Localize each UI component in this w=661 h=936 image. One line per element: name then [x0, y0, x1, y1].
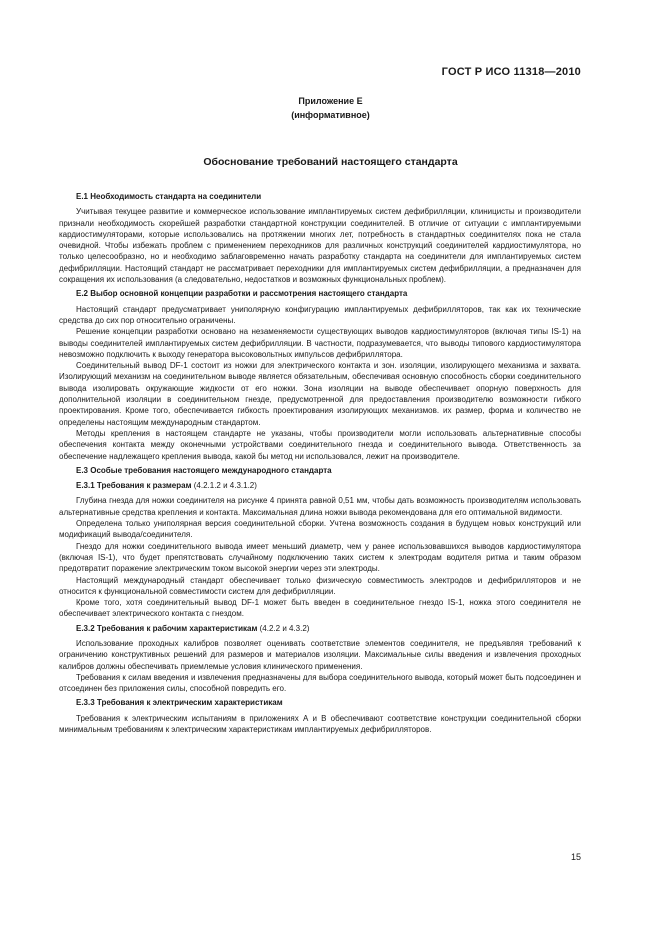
paragraph: Определена только униполярная версия соединительной сборки. Учтена возможность создания в будущем новых конструкций или модификаций вывода/соединителя. [59, 519, 581, 540]
paragraph: Настоящий международный стандарт обеспечивает только физическую совместимость электродов и дефибрилляторов и не относится к функциональной совместимости систем для дефибрилляции. [59, 575, 581, 596]
paragraph: Решение концепции разработки основано на незаменяемости существующих выводов кардиостимуляторов (включая типы IS-1) на выводы соединителей имплантируемых систем дефибрилляции. В частности, подразумевается, что выводы типового кардиостимулятора невозможно подключить к выходу генератора высоковольтных импульсов дефибриллятора. [59, 327, 581, 359]
paragraph: Гнездо для ножки соединительного вывода имеет меньший диаметр, чем у ранее использовавшихся выводов кардиостимулятора (включая IS-1), что будет препятствовать случайному подключению таких систем к электродам водителя ритма и таким образом предотвратит поражение электрическим током высокой энергии через эти электроды. [59, 541, 581, 574]
paragraph: Учитывая текущее развитие и коммерческое использование имплантируемых систем дефибрилляции, клиницисты и производители признали необходимость скорейшей разработки стандартной конструкции соединителей. В отличие от ситуации с имплантируемыми кардиостимуляторами, которые использовались на протяжении многих лет, потребность в стандартных соединителях пока не стала очевидной. Чтобы избежать проблем с применением переходников для различных конструкций соединителей кардиостимулятора, но только целесообразно, но и необходимо заблаговременно начать разработку стандарта на соединители для имплантируемых систем дефибрилляции. Настоящий стандарт не рассматривает переходники для имплантируемых систем дефибрилляции, а предназначен для сокращения их использования (а следовательно, недостатков и возможных функциональных проблем). [59, 207, 581, 285]
paragraph: Глубина гнезда для ножки соединителя на рисунке 4 принята равной 0,51 мм, чтобы дать возможность производителям использовать альтернативные средства крепления и контакта. Максимальная длина ножки вывода рекомендована для его оптимальной видимости. [59, 496, 581, 517]
annex-title: Приложение Е [298, 96, 363, 106]
section-heading: Е.3 Особые требования настоящего международного стандарта [76, 465, 332, 475]
paragraph: Соединительный вывод DF-1 состоит из ножки для электрического контакта и зон. изоляции, изолирующего механизма и захвата. Изолирующий механизм на соединительном выводе является обязательным, обеспечивая основную способность сборки соединительного вывода изолировать окружающие жидкости от его ножки. Зона изоляции на выводе обеспечивает опорную поверхность для дополнительной изоляции в соединительном гнезде, предусмотренной для предоставления производителю возможности гибкого проектирования. Кроме того, обеспечивается гибкость проектирования изолирующих механизмов. их размер, форма и количество не определены настоящим международным стандартом. [59, 361, 581, 427]
subsection-heading: Е.3.3 Требования к электрическим характеристикам [76, 698, 283, 708]
annex-subtitle: (информативное) [291, 110, 370, 120]
subsection-title: Е.3.2 Требования к рабочим характеристикам [76, 623, 258, 633]
document-body [59, 188, 581, 735]
subsection-heading [59, 480, 581, 491]
section-heading: Е.1 Необходимость стандарта на соединители [76, 192, 262, 201]
standard-code: ГОСТ Р ИСО 11318—2010 [441, 66, 581, 78]
paragraph: Настоящий стандарт предусматривает униполярную конфигурацию имплантируемых дефибрилляторов, так как их технические средства до сих пор относительно ограничены. [59, 304, 581, 325]
clause-reference: (4.2.2 и 4.3.2) [259, 623, 310, 633]
section-heading: Е.2 Выбор основной концепции разработки и рассмотрения настоящего стандарта [76, 289, 408, 299]
page-number: 15 [570, 852, 581, 862]
clause-reference: (4.2.1.2 и 4.3.1.2) [193, 481, 257, 491]
annex-block [0, 94, 661, 122]
paragraph: Кроме того, хотя соединительный вывод DF-1 может быть введен в соединительное гнездо IS-1, ножка этого соединителя не обеспечивает электрического контакта с гнездом. [59, 598, 581, 619]
main-title: Обоснование требований настоящего стандарта [203, 156, 458, 168]
paragraph: Требования к электрическим испытаниям в приложениях А и В обеспечивают соответствие конструкции соединительной сборки минимальным требованиям к электрическим характеристикам имплантируемых дефибрилляторов. [59, 713, 581, 735]
paragraph: Использование проходных калибров позволяет оценивать соответствие элементов соединителя, не предъявляя требований к ограничению конструктивных решений для размеров и материалов изоляции. Максимальные силы введения и извлечения проходных калибров должны обеспечивать приемлемые условия клинического применения. [59, 638, 581, 671]
subsection-title: Е.3.1 Требования к размерам [76, 481, 192, 491]
subsection-heading [59, 623, 581, 634]
paragraph: Требования к силам введения и извлечения предназначены для выбора соединительного вывода, который может быть подсоединен и отсоединен без приложения силы, способной повредить его. [59, 672, 581, 694]
paragraph: Методы крепления в настоящем стандарте не указаны, чтобы производители могли использовать альтернативные способы обеспечения контакта между оконечными устройствами соединительного гнезда и соединительного вывода. Ответственность за обеспечение надлежащего крепления вывода, какой бы метод ни использовался, лежит на производителе. [59, 428, 581, 461]
